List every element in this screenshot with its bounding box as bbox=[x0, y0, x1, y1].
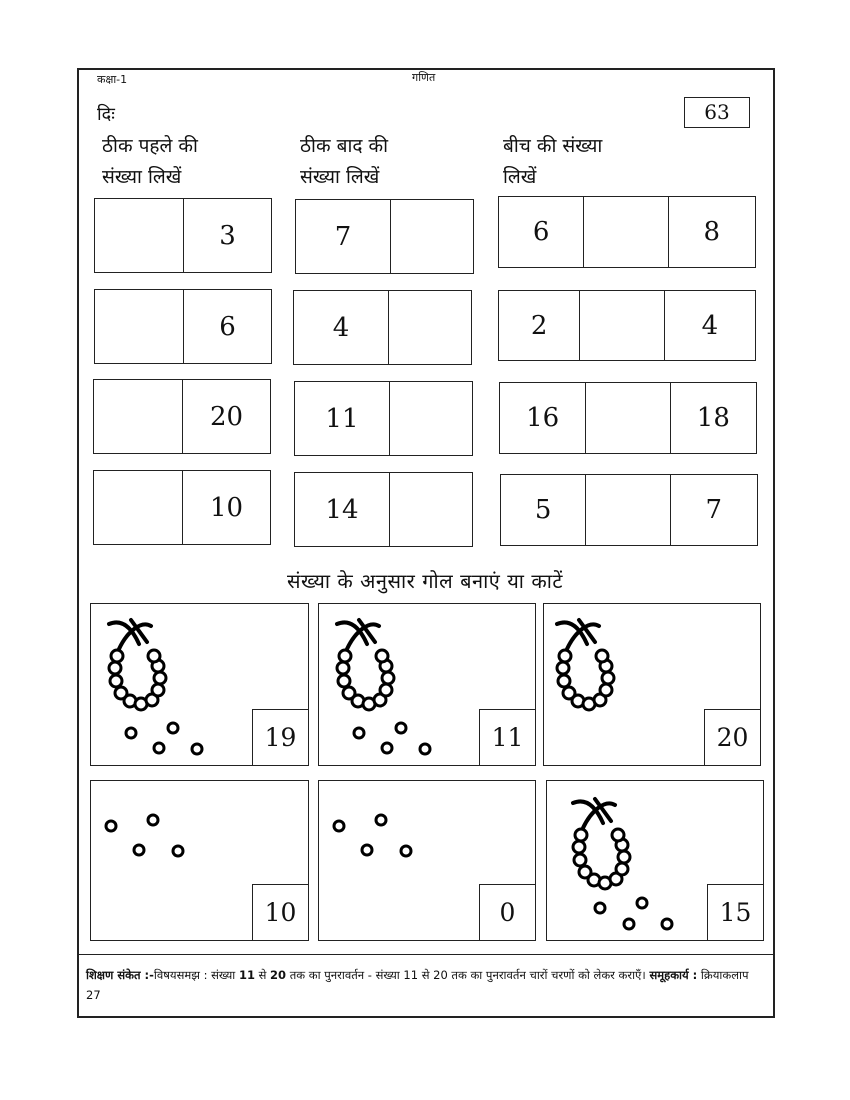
bead-icon bbox=[616, 863, 628, 875]
bead-icon bbox=[624, 919, 634, 929]
bead-icon bbox=[126, 728, 136, 738]
given-number: 5 bbox=[501, 475, 586, 545]
note-number: 20 bbox=[270, 968, 287, 982]
between-row bbox=[499, 382, 757, 454]
bead-icon bbox=[382, 743, 392, 753]
class-label: कक्षा-1 bbox=[97, 73, 128, 86]
note-text: से bbox=[254, 968, 271, 982]
given-number: 18 bbox=[696, 403, 730, 433]
bead-icon bbox=[420, 744, 430, 754]
picture-box[interactable] bbox=[90, 603, 309, 766]
bead-icon bbox=[376, 815, 386, 825]
bead-icon bbox=[148, 650, 160, 662]
date-label: दिः bbox=[97, 104, 115, 125]
page-number: 63 bbox=[684, 97, 750, 128]
answer-cell[interactable] bbox=[95, 290, 184, 363]
between-row bbox=[500, 474, 758, 546]
bead-icon bbox=[109, 662, 121, 674]
answer-cell[interactable] bbox=[389, 291, 471, 364]
bead-icon bbox=[380, 684, 392, 696]
answer-cell[interactable] bbox=[584, 197, 668, 267]
bead-icon bbox=[573, 841, 585, 853]
given-number: 11 bbox=[295, 382, 390, 455]
bead-icon bbox=[595, 903, 605, 913]
answer-cell[interactable] bbox=[95, 199, 184, 272]
necklace-thread-icon bbox=[109, 620, 151, 649]
given-number: 8 bbox=[703, 217, 721, 247]
instruction-line: ठीक बाद की bbox=[300, 135, 389, 157]
note-label: समूहकार्य : bbox=[649, 968, 698, 982]
after-row bbox=[294, 381, 473, 456]
note-text: विषयसमझ : संख्या bbox=[153, 968, 239, 982]
bead-icon bbox=[574, 854, 586, 866]
given-number: 6 bbox=[219, 311, 236, 342]
given-number: 3 bbox=[219, 220, 236, 251]
bead-icon bbox=[154, 672, 166, 684]
given-number: 7 bbox=[296, 200, 391, 273]
instruction-before bbox=[102, 131, 198, 193]
bead-icon bbox=[637, 898, 647, 908]
bead-icon bbox=[111, 650, 123, 662]
bead-icon bbox=[106, 821, 116, 831]
bead-icon bbox=[662, 919, 672, 929]
given-number: 4 bbox=[701, 310, 719, 341]
teaching-note bbox=[86, 965, 766, 1005]
bead-icon bbox=[558, 675, 570, 687]
answer-cell[interactable] bbox=[586, 475, 670, 545]
instruction-line: संख्या लिखें bbox=[102, 166, 182, 188]
before-row bbox=[94, 289, 272, 364]
box-number: 19 bbox=[252, 709, 309, 766]
box-number: 15 bbox=[707, 884, 764, 941]
given-number: 20 bbox=[209, 401, 244, 432]
bead-icon bbox=[612, 829, 624, 841]
box-number: 10 bbox=[252, 884, 309, 941]
note-number: 11 bbox=[238, 968, 255, 982]
picture-box[interactable] bbox=[543, 603, 761, 766]
answer-cell[interactable] bbox=[390, 382, 472, 455]
instruction-line: ठीक पहले की bbox=[102, 135, 198, 157]
bead-icon bbox=[154, 743, 164, 753]
between-row bbox=[498, 196, 756, 268]
bead-icon bbox=[339, 650, 351, 662]
before-row bbox=[93, 470, 271, 545]
given-number: 14 bbox=[295, 473, 390, 546]
given-number: 10 bbox=[209, 492, 244, 523]
between-row bbox=[498, 290, 756, 361]
bead-icon bbox=[334, 821, 344, 831]
bead-icon bbox=[192, 744, 202, 754]
bead-icon bbox=[376, 650, 388, 662]
answer-cell[interactable] bbox=[94, 380, 183, 453]
answer-cell[interactable] bbox=[391, 200, 473, 273]
bead-icon bbox=[401, 846, 411, 856]
bead-icon bbox=[110, 675, 122, 687]
answer-cell[interactable] bbox=[390, 473, 472, 546]
given-number: 2 bbox=[499, 291, 580, 360]
instruction-after bbox=[300, 131, 388, 193]
bead-icon bbox=[173, 846, 183, 856]
note-text: क्रियाकलाप 27 bbox=[86, 968, 749, 1002]
picture-box[interactable] bbox=[318, 780, 536, 941]
necklace-thread-icon bbox=[557, 620, 599, 649]
before-row bbox=[93, 379, 271, 454]
instruction-line: लिखें bbox=[503, 166, 537, 188]
note-text: तक का पुनरावर्तन - संख्या 11 से 20 तक का पुनरावर्तन चारों चरणों को लेकर कराएँ। bbox=[286, 968, 650, 982]
bead-icon bbox=[148, 815, 158, 825]
bead-icon bbox=[168, 723, 178, 733]
answer-cell[interactable] bbox=[586, 383, 670, 453]
bead-icon bbox=[600, 684, 612, 696]
picture-box[interactable] bbox=[318, 603, 536, 766]
instruction-line: बीच की संख्या bbox=[503, 135, 603, 157]
subject-label: गणित bbox=[412, 71, 436, 84]
after-row bbox=[294, 472, 473, 547]
bead-icon bbox=[575, 829, 587, 841]
bead-icon bbox=[557, 662, 569, 674]
footer-divider bbox=[77, 954, 775, 955]
bead-icon bbox=[596, 650, 608, 662]
picture-box[interactable] bbox=[90, 780, 309, 941]
bead-icon bbox=[354, 728, 364, 738]
bead-icon bbox=[337, 662, 349, 674]
bead-icon bbox=[618, 851, 630, 863]
necklace-thread-icon bbox=[573, 799, 615, 828]
given-number: 4 bbox=[294, 291, 389, 364]
section2-title: संख्या के अनुसार गोल बनाएं या काटें bbox=[287, 569, 563, 593]
picture-box[interactable] bbox=[546, 780, 764, 941]
bead-icon bbox=[152, 684, 164, 696]
bead-icon bbox=[362, 845, 372, 855]
bead-icon bbox=[602, 672, 614, 684]
given-number: 16 bbox=[500, 383, 586, 453]
after-row bbox=[295, 199, 474, 274]
box-number: 20 bbox=[704, 709, 761, 766]
bead-icon bbox=[338, 675, 350, 687]
answer-cell[interactable] bbox=[94, 471, 183, 544]
instruction-between bbox=[503, 131, 602, 193]
bead-icon bbox=[396, 723, 406, 733]
necklace-thread-icon bbox=[337, 620, 379, 649]
after-row bbox=[293, 290, 472, 365]
before-row bbox=[94, 198, 272, 273]
bead-icon bbox=[559, 650, 571, 662]
bead-icon bbox=[382, 672, 394, 684]
given-number: 6 bbox=[499, 197, 584, 267]
given-number: 7 bbox=[705, 495, 723, 525]
instruction-line: संख्या लिखें bbox=[300, 166, 380, 188]
box-number: 11 bbox=[479, 709, 536, 766]
answer-cell[interactable] bbox=[580, 291, 664, 360]
bead-icon bbox=[134, 845, 144, 855]
box-number: 0 bbox=[479, 884, 536, 941]
note-label: शिक्षण संकेत :- bbox=[86, 968, 154, 982]
